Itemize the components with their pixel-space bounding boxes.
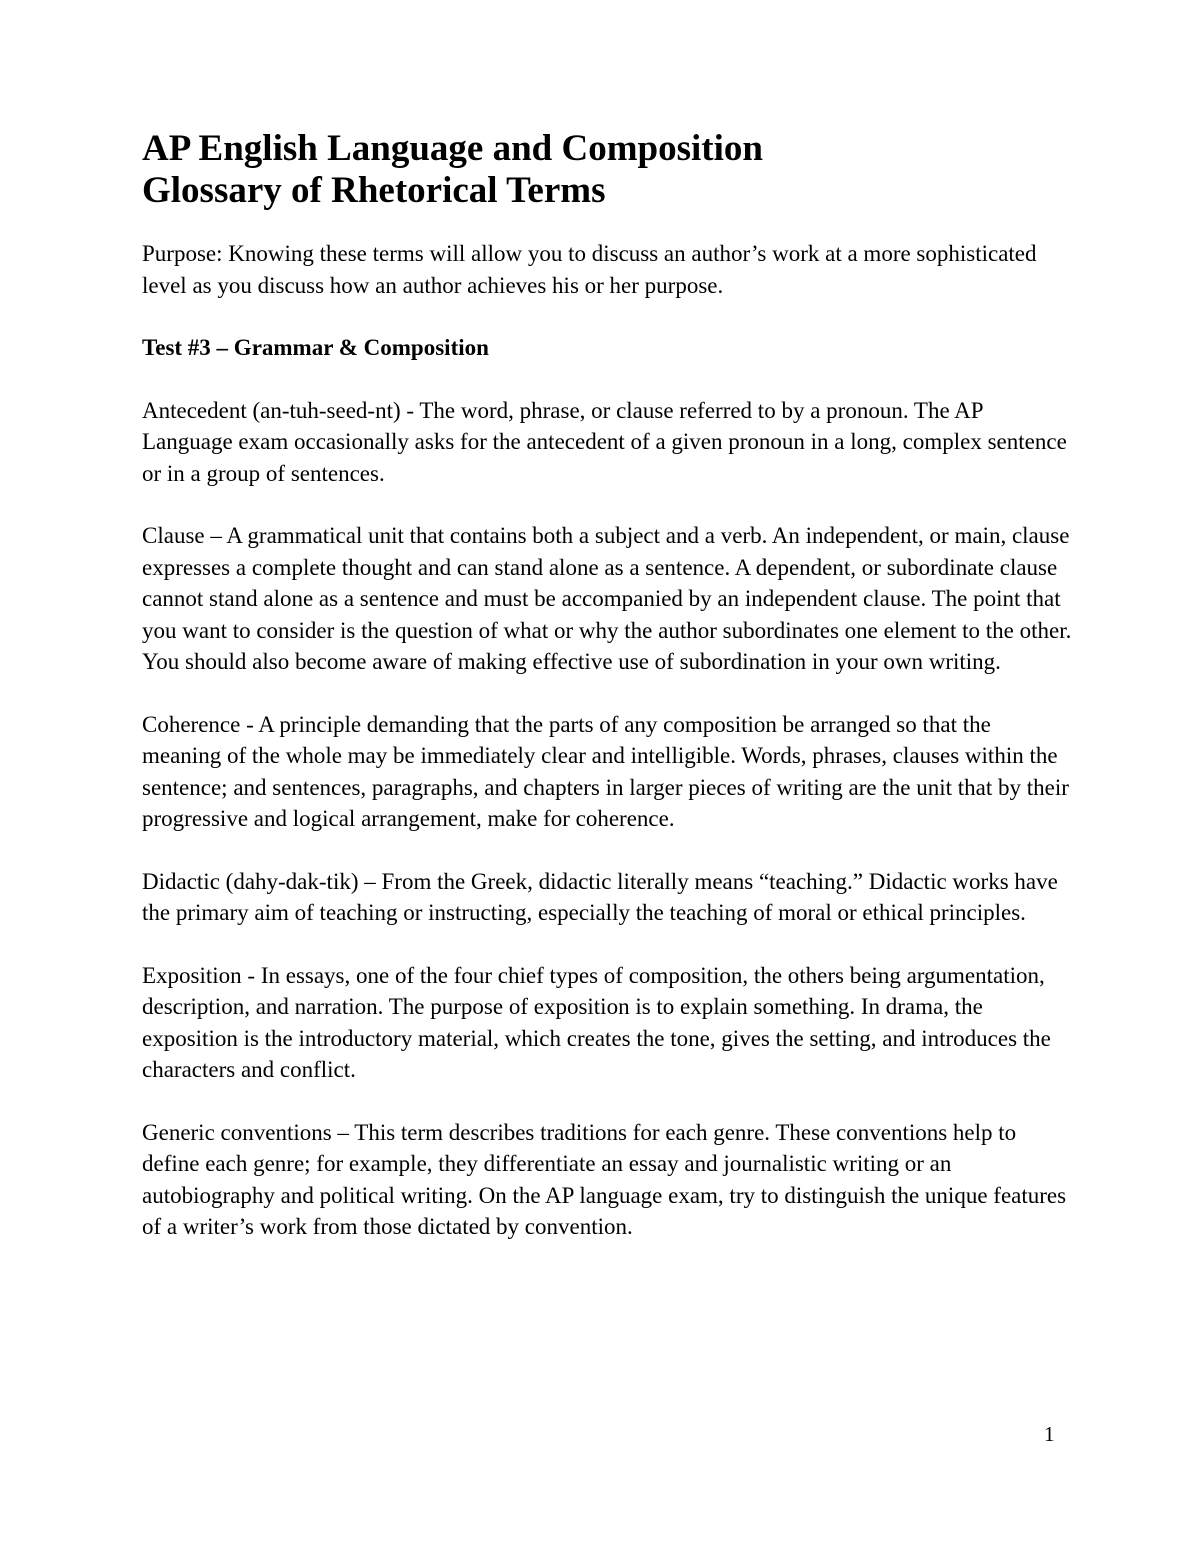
purpose-paragraph: Purpose: Knowing these terms will allow you to discuss an author’s work at a more sophisticated level as you discuss how an author achieves his or her purpose.: [142, 241, 1037, 298]
glossary-entry-antecedent: Antecedent (an-tuh-seed-nt) - The word, phrase, or clause referred to by a pronoun. The AP Language exam occasionally asks for the antecedent of a given pronoun in a long, complex sentence or in a group of sentences.: [142, 397, 1067, 486]
glossary-entry-coherence: Coherence - A principle demanding that the parts of any composition be arranged so that the meaning of the whole may be immediately clear and intelligible. Words, phrases, clauses within the sentence; and sentences, paragraphs, and chapters in larger pieces of writing are the unit that by their progressive and logical arrangement, make for coherence.: [142, 711, 1069, 831]
title-line-1: AP English Language and Composition: [142, 128, 763, 169]
glossary-entry-didactic: Didactic (dahy-dak-tik) – From the Greek, didactic literally means “teaching.” Didactic works have the primary aim of teaching or instructing, especially the teaching of moral or ethical principles.: [142, 868, 1058, 925]
glossary-entry-exposition: Exposition - In essays, one of the four chief types of composition, the others being argumentation, description, and narration. The purpose of exposition is to explain something. In drama, the exposition is the introductory material, which creates the tone, gives the setting, and introduces the characters and conflict.: [142, 962, 1051, 1082]
title-line-2: Glossary of Rhetorical Terms: [142, 170, 606, 211]
document-page: [142, 128, 1072, 1243]
glossary-entry-generic-conventions: Generic conventions – This term describes traditions for each genre. These conventions help to define each genre; for example, they differentiate an essay and journalistic writing or an autobiography and political writing. On the AP language exam, try to distinguish the unique features of a writer’s work from those dictated by convention.: [142, 1119, 1067, 1239]
section-heading: Test #3 – Grammar & Composition: [142, 335, 489, 360]
document-title: [142, 128, 1072, 212]
page-number: 1: [1044, 1422, 1055, 1446]
glossary-entry-clause: Clause – A grammatical unit that contains both a subject and a verb. An independent, or main, clause expresses a complete thought and can stand alone as a sentence. A dependent, or subordinate clause cannot stand alone as a sentence and must be accompanied by an independent clause. The point that you want to consider is the question of what or why the author subordinates one element to the other. You should also become aware of making effective use of subordination in your own writing.: [142, 523, 1072, 674]
